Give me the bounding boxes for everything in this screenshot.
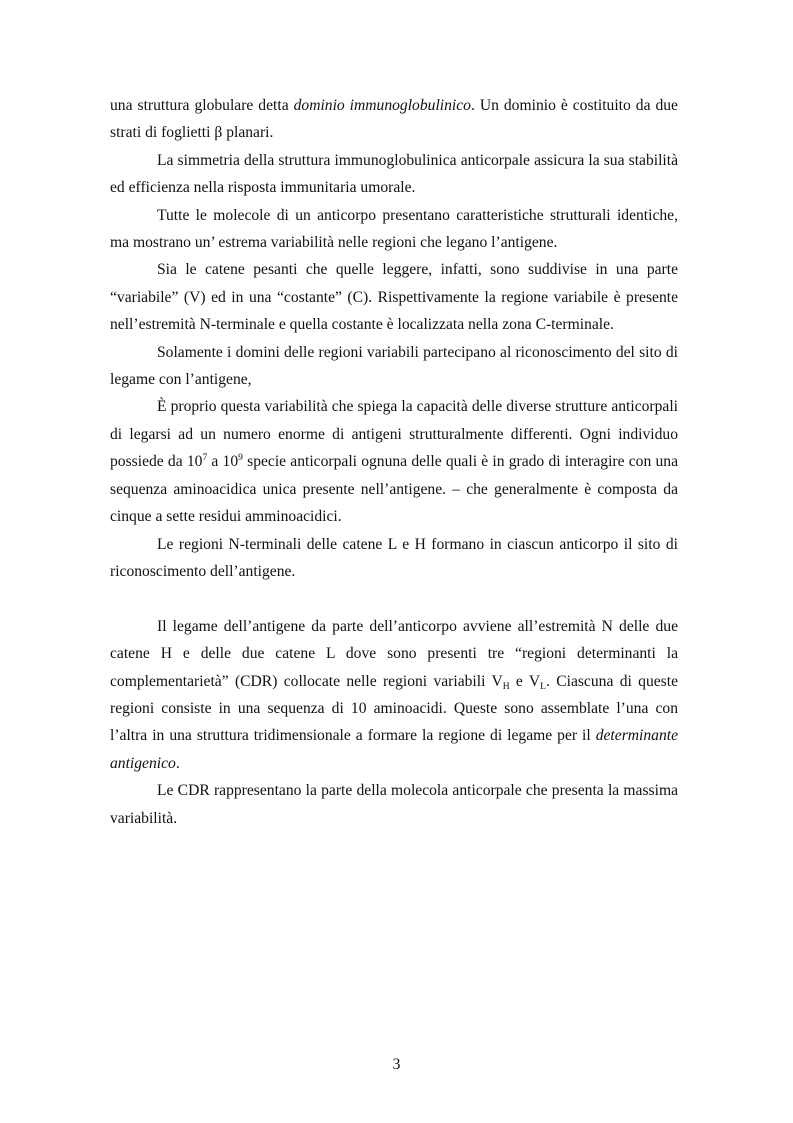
italic-term: dominio immunoglobulinico <box>293 97 471 114</box>
text-run: . Ciascuna di queste regioni consiste in una sequenza di 10 aminoacidi. Queste sono assemblate l’una con l’altra in una struttura tridimensionale a formare la regione di legame per il <box>110 672 678 745</box>
paragraph: Le regioni N-terminali delle catene L e H formano in ciascun anticorpo il sito di riconoscimento dell’antigene. <box>110 535 678 580</box>
subscript: L <box>540 681 546 692</box>
text-run: una struttura globulare detta <box>110 97 294 114</box>
paragraph <box>110 613 678 777</box>
superscript: 7 <box>202 453 208 464</box>
text-run: a 10 <box>207 453 239 471</box>
text-run: . <box>175 754 180 772</box>
paragraph: Le CDR rappresentano la parte della molecola anticorpale che presenta la massima variabilità. <box>110 782 678 827</box>
text-run: . Un dominio è costituito da due strati di foglietti β planari. <box>110 97 678 142</box>
text-run: e V <box>509 672 541 690</box>
paragraph-continued <box>110 92 678 147</box>
paragraph: Tutte le molecole di un anticorpo presentano caratteristiche strutturali identiche, ma mostrano un’ estrema variabilità nelle regioni che legano l’antigene. <box>110 206 678 252</box>
page-number: 3 <box>392 1056 401 1073</box>
text-run: È proprio questa variabilità che spiega la capacità delle diverse strutture anticorpali di legarsi ad un numero enorme di antigeni strutturalmente differenti. Ogni individuo possiede da 10 <box>110 398 678 471</box>
subscript: H <box>502 681 510 692</box>
text-run: specie anticorpali ognuna delle quali è in grado di interagire con una sequenza aminoacidica unica presente nell’antigene. – che generalmente è composta da cinque a sette residui amminoacidici. <box>110 453 679 526</box>
italic-term: determinante antigenico <box>110 727 678 772</box>
text-run: Il legame dell’antigene da parte dell’anticorpo avviene all’estremità N delle due catene H e delle due catene L dove sono presenti tre “regioni determinanti la complementarietà” (CDR) collocate nelle regioni variabili V <box>110 617 678 690</box>
paragraph: La simmetria della struttura immunoglobulinica anticorpale assicura la sua stabilità ed efficienza nella risposta immunitaria umorale. <box>110 151 678 197</box>
paragraph: Solamente i domini delle regioni variabili partecipano al riconoscimento del sito di legame con l’antigene, <box>110 343 678 389</box>
paragraph <box>110 393 678 530</box>
body-text <box>110 92 678 832</box>
superscript: 9 <box>238 453 243 464</box>
paragraph: Sia le catene pesanti che quelle leggere, infatti, sono suddivise in una parte “variabile” (V) ed in una “costante” (C). Rispettivamente la regione variabile è presente nell’estremità N-terminale e quella costante è localizzata nella zona C-terminale. <box>110 261 678 334</box>
